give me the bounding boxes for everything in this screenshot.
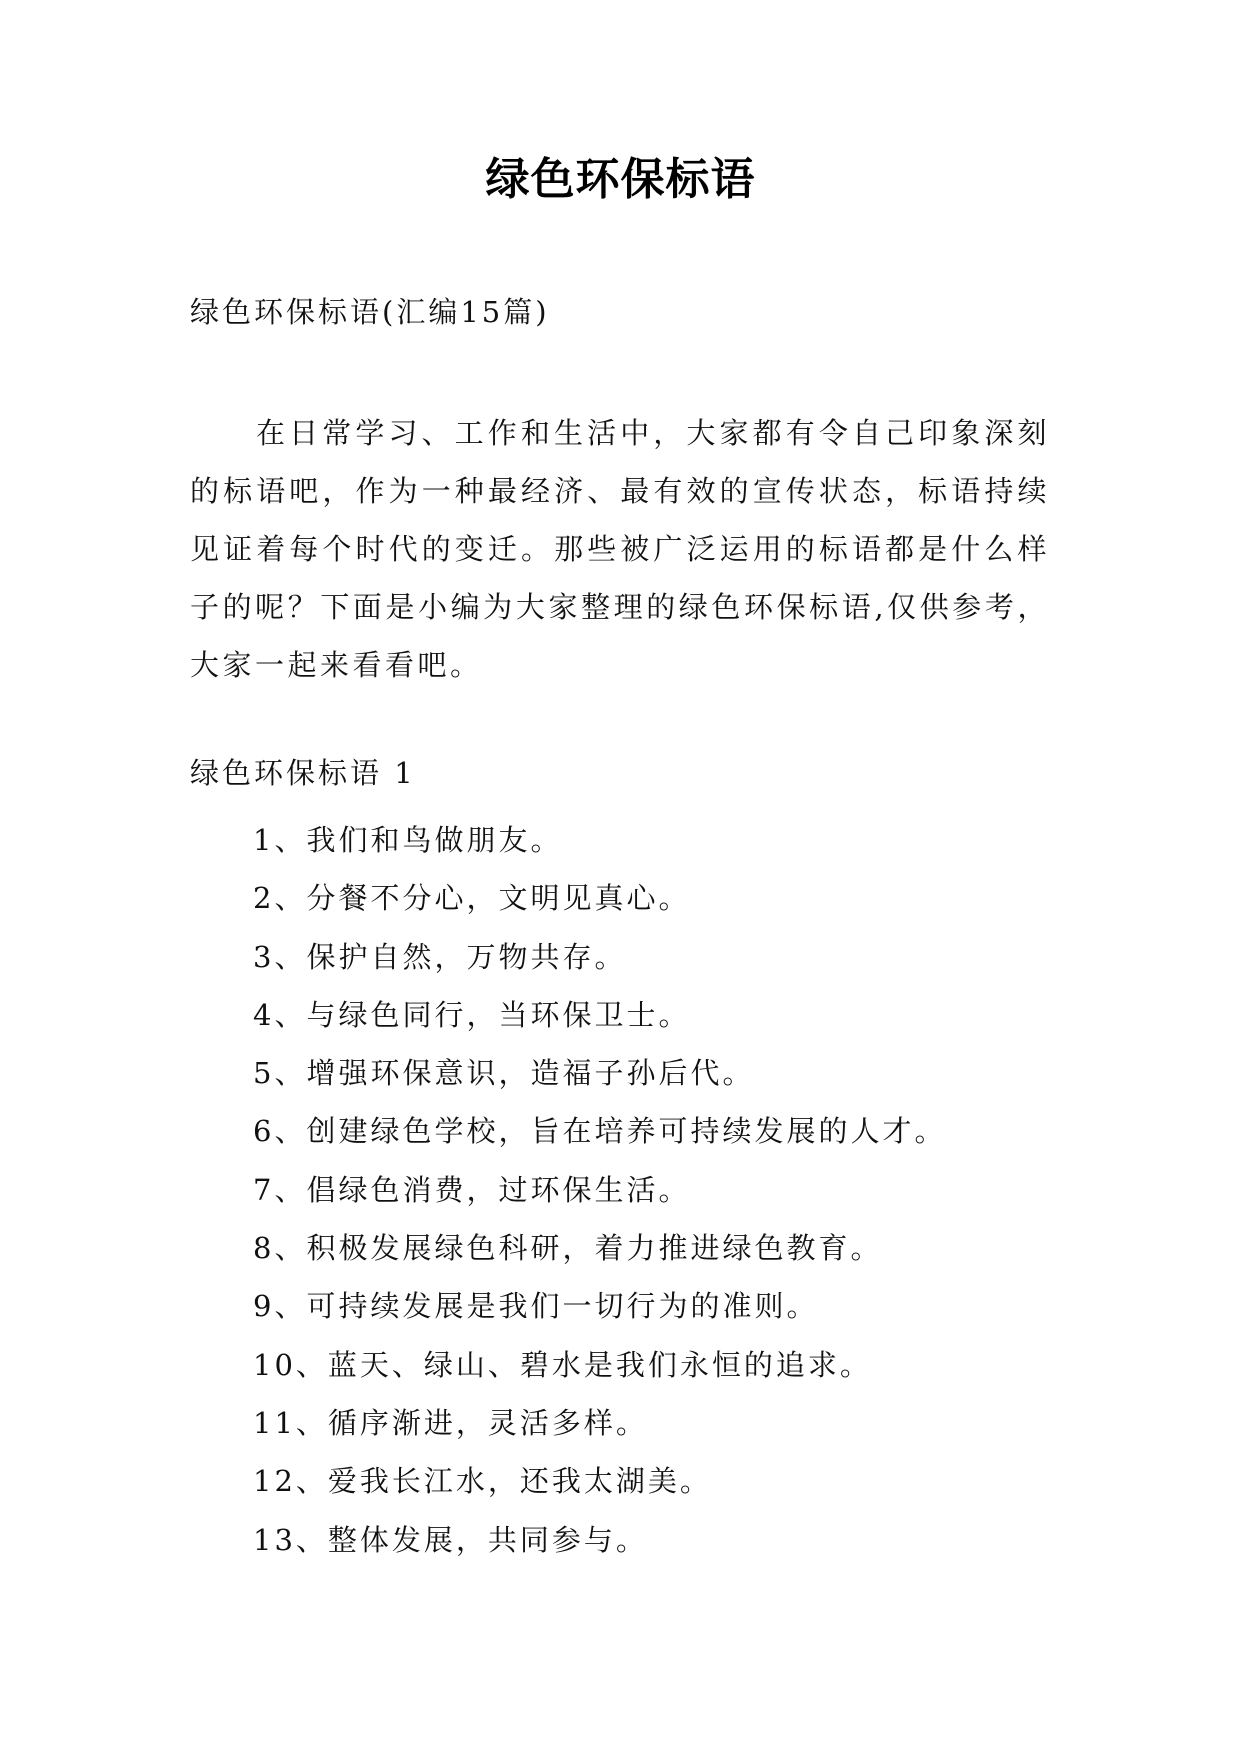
- document-subtitle: 绿色环保标语(汇编15篇): [190, 295, 550, 329]
- slogan-item: 4、与绿色同行，当环保卫士。: [253, 997, 691, 1032]
- slogan-item: 6、创建绿色学校，旨在培养可持续发展的人才。: [253, 1114, 947, 1149]
- slogan-list: [253, 811, 946, 1569]
- slogan-item: 8、积极发展绿色科研，着力推进绿色教育。: [253, 1231, 883, 1266]
- document-title: 绿色环保标语: [485, 154, 756, 205]
- slogan-item: 3、保护自然，万物共存。: [253, 939, 627, 974]
- slogan-item: 11、循序渐进，灵活多样。: [253, 1405, 648, 1440]
- slogan-item: 1、我们和鸟做朋友。: [253, 823, 563, 857]
- slogan-item: 5、增强环保意识，造福子孙后代。: [253, 1056, 755, 1091]
- slogan-item: 2、分餐不分心，文明见真心。: [253, 881, 691, 916]
- intro-paragraph: 在日常学习、工作和生活中，大家都有令自己印象深刻的标语吧，作为一种最经济、最有效的宣传状态，标语持续见证着每个时代的变迁。那些被广泛运用的标语都是什么样子的呢？下面是小编为大家整理的绿色环保标语,仅供参考，大家一起来看看吧。: [190, 416, 1050, 682]
- slogan-item: 7、倡绿色消费，过环保生活。: [253, 1172, 691, 1207]
- slogan-item: 12、爱我长江水，还我太湖美。: [253, 1464, 712, 1499]
- slogan-item: 9、可持续发展是我们一切行为的准则。: [253, 1289, 819, 1324]
- slogan-item: 10、蓝天、绿山、碧水是我们永恒的追求。: [253, 1347, 872, 1382]
- section-heading: 绿色环保标语 1: [190, 756, 416, 790]
- slogan-item: 13、整体发展，共同参与。: [253, 1522, 648, 1557]
